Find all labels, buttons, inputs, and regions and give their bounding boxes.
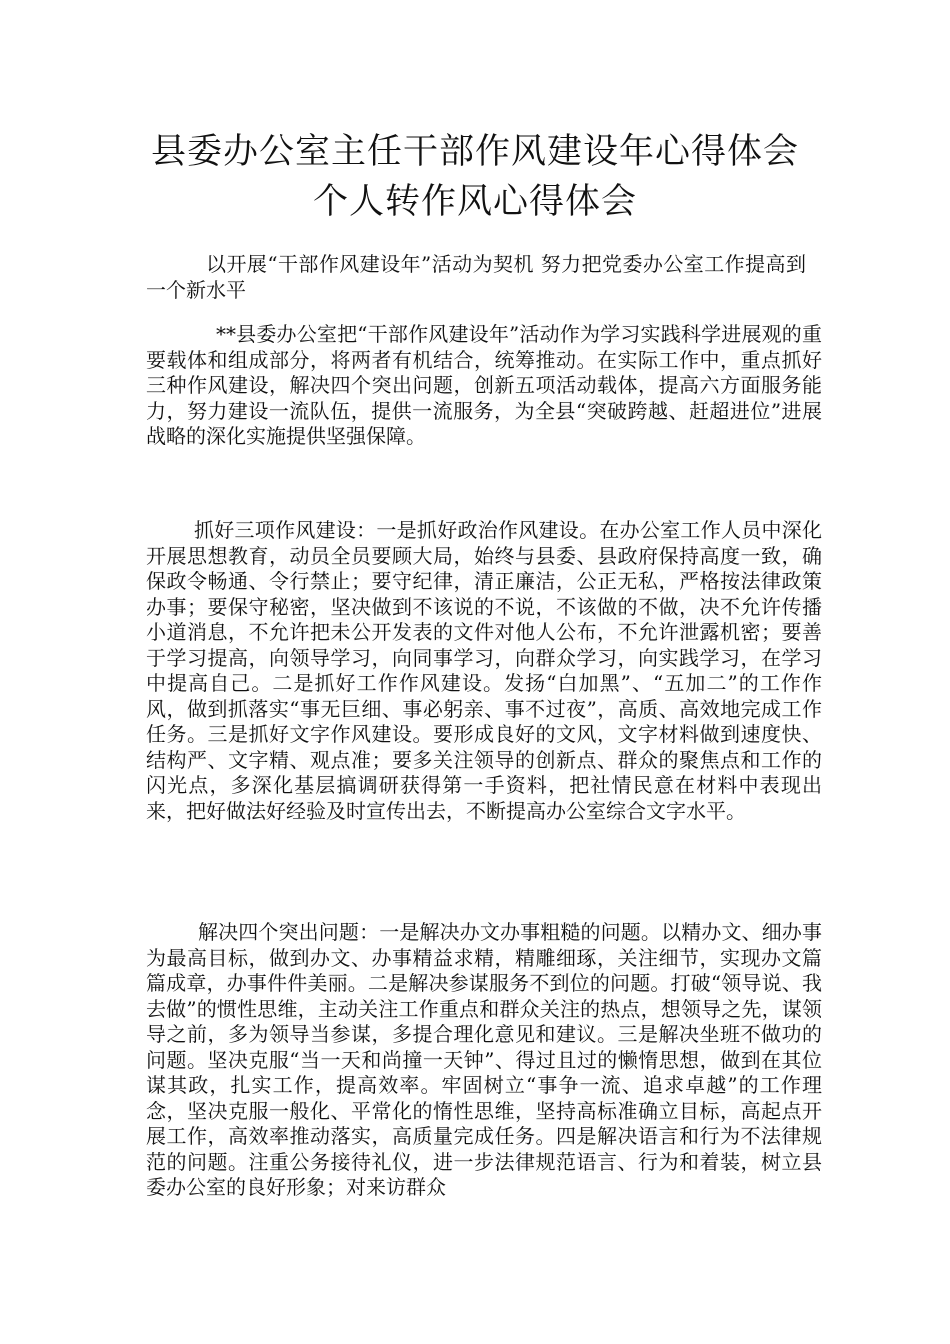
- body-paragraph: 抓好三项作风建设：一是抓好政治作风建设。在办公室工作人员中深化开展思想教育，动员全员要顾大局，始终与县委、县政府保持高度一致，确保政令畅通、令行禁止；要守纪律，清正廉洁，公正无私，严格按法律政策办事；要保守秘密，坚决做到不该说的不说，不该做的不做，决不允许传播小道消息，不允许把未公开发表的文件对他人公布，不允许泄露机密；要善于学习提高，向领导学习，向同事学习，向群众学习，向实践学习，在学习中提高自己。二是抓好工作作风建设。发扬“白加黑”、“五加二”的工作作风，做到抓落实“事无巨细、事必躬亲、事不过夜”，高质、高效地完成工作任务。三是抓好文字作风建设。要形成良好的文风，文字材料做到速度快、结构严、文字精、观点准；要多关注领导的创新点、群众的聚焦点和工作的闪光点，多深化基层搞调研获得第一手资料，把社情民意在材料中表现出来，把好做法好经验及时宣传出去，不断提高办公室综合文字水平。: [146, 518, 822, 823]
- intro-paragraph: 以开展“干部作风建设年”活动为契机 努力把党委办公室工作提高到一个新水平: [146, 252, 806, 302]
- document-subtitle: 个人转作风心得体会: [312, 182, 637, 222]
- body-paragraph: 解决四个突出问题：一是解决办文办事粗糙的问题。以精办文、细办事为最高目标，做到办文、办事精益求精，精雕细琢，关注细节，实现办文篇篇成章，办事件件美丽。二是解决参谋服务不到位的问题。打破“领导说、我去做”的惯性思维，主动关注工作重点和群众关注的热点，想领导之先，谋领导之前，多为领导当参谋，多提合理化意见和建议。三是解决坐班不做功的问题。坚决克服“当一天和尚撞一天钟”、得过且过的懒惰思想，做到在其位谋其政，扎实工作，提高效率。牢固树立“事争一流、追求卓越”的工作理念，坚决克服一般化、平常化的惰性思维，坚持高标准确立目标，高起点开展工作，高效率推动落实，高质量完成任务。四是解决语言和行为不法律规范的问题。注重公务接待礼仪，进一步法律规范语言、行为和着装，树立县委办公室的良好形象；对来访群众: [146, 920, 822, 1199]
- body-paragraph: **县委办公室把“干部作风建设年”活动作为学习实践科学进展观的重要载体和组成部分，将两者有机结合，统筹推动。在实际工作中，重点抓好三种作风建设，解决四个突出问题，创新五项活动载体，提高六方面服务能力，努力建设一流队伍，提供一流服务，为全县“突破跨越、赶超进位”进展战略的深化实施提供坚强保障。: [146, 322, 822, 448]
- document-title: 县委办公室主任干部作风建设年心得体会: [150, 132, 799, 172]
